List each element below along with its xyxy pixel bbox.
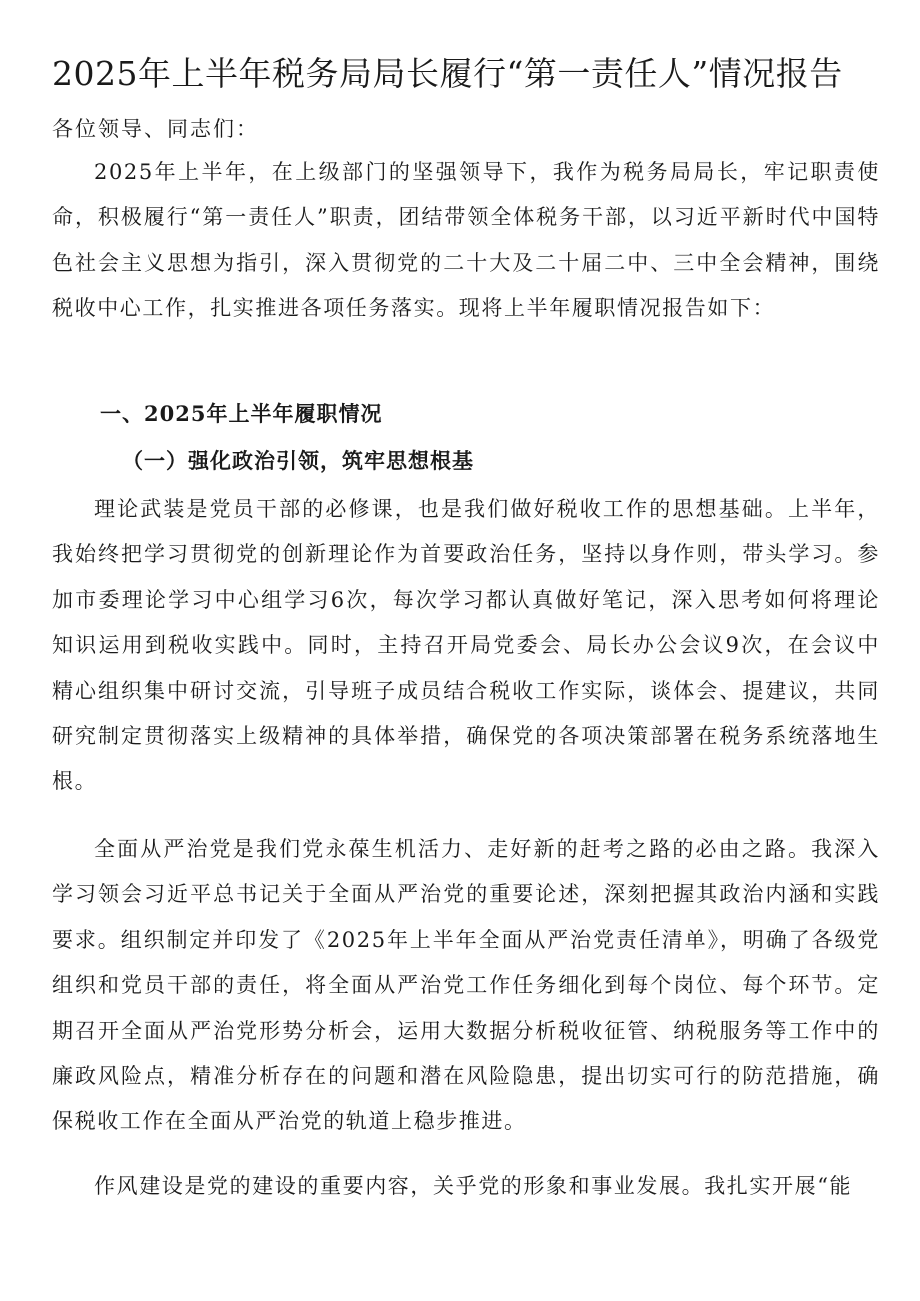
document-title: 2025年上半年税务局局长履行“第一责任人”情况报告: [52, 54, 843, 93]
discipline-paragraph: 全面从严治党是我们党永葆生机活力、走好新的赶考之路的必由之路。我深入学习领会习近平总书记关于全面从严治党的重要论述，深刻把握其政治内涵和实践要求。组织制定并印发了《2025年上半年全面从严治党责任清单》，明确了各级党组织和党员干部的责任，将全面从严治党工作任务细化到每个岗位、每个环节。定期召开全面从严治党形势分析会，运用大数据分析税收征管、纳税服务等工作中的廉政风险点，精准分析存在的问题和潜在风险隐患，提出切实可行的防范措施，确保税收工作在全面从严治党的轨道上稳步推进。: [52, 837, 880, 1134]
theory-paragraph: 理论武装是党员干部的必修课，也是我们做好税收工作的思想基础。上半年，我始终把学习贯彻党的创新理论作为首要政治任务，坚持以身作则，带头学习。参加市委理论学习中心组学习6次，每次学习都认真做好笔记，深入思考如何将理论知识运用到税收实践中。同时，主持召开局党委会、局长办公会议9次，在会议中精心组织集中研讨交流，引导班子成员结合税收工作实际，谈体会、提建议，共同研究制定贯彻落实上级精神的具体举措，确保党的各项决策部署在税务系统落地生根。: [52, 497, 880, 794]
section-heading: 一、2025年上半年履职情况: [100, 401, 383, 426]
salutation: 各位领导、同志们：: [52, 117, 259, 141]
subsection-heading: （一）强化政治引领，筑牢思想根基: [122, 448, 474, 473]
style-paragraph: 作风建设是党的建设的重要内容，关乎党的形象和事业发展。我扎实开展“能: [94, 1174, 853, 1198]
intro-paragraph: 2025年上半年，在上级部门的坚强领导下，我作为税务局局长，牢记职责使命，积极履行“第一责任人”职责，团结带领全体税务干部，以习近平新时代中国特色社会主义思想为指引，深入贯彻党的二十大及二十届二中、三中全会精神，围绕税收中心工作，扎实推进各项任务落实。现将上半年履职情况报告如下：: [52, 160, 880, 321]
